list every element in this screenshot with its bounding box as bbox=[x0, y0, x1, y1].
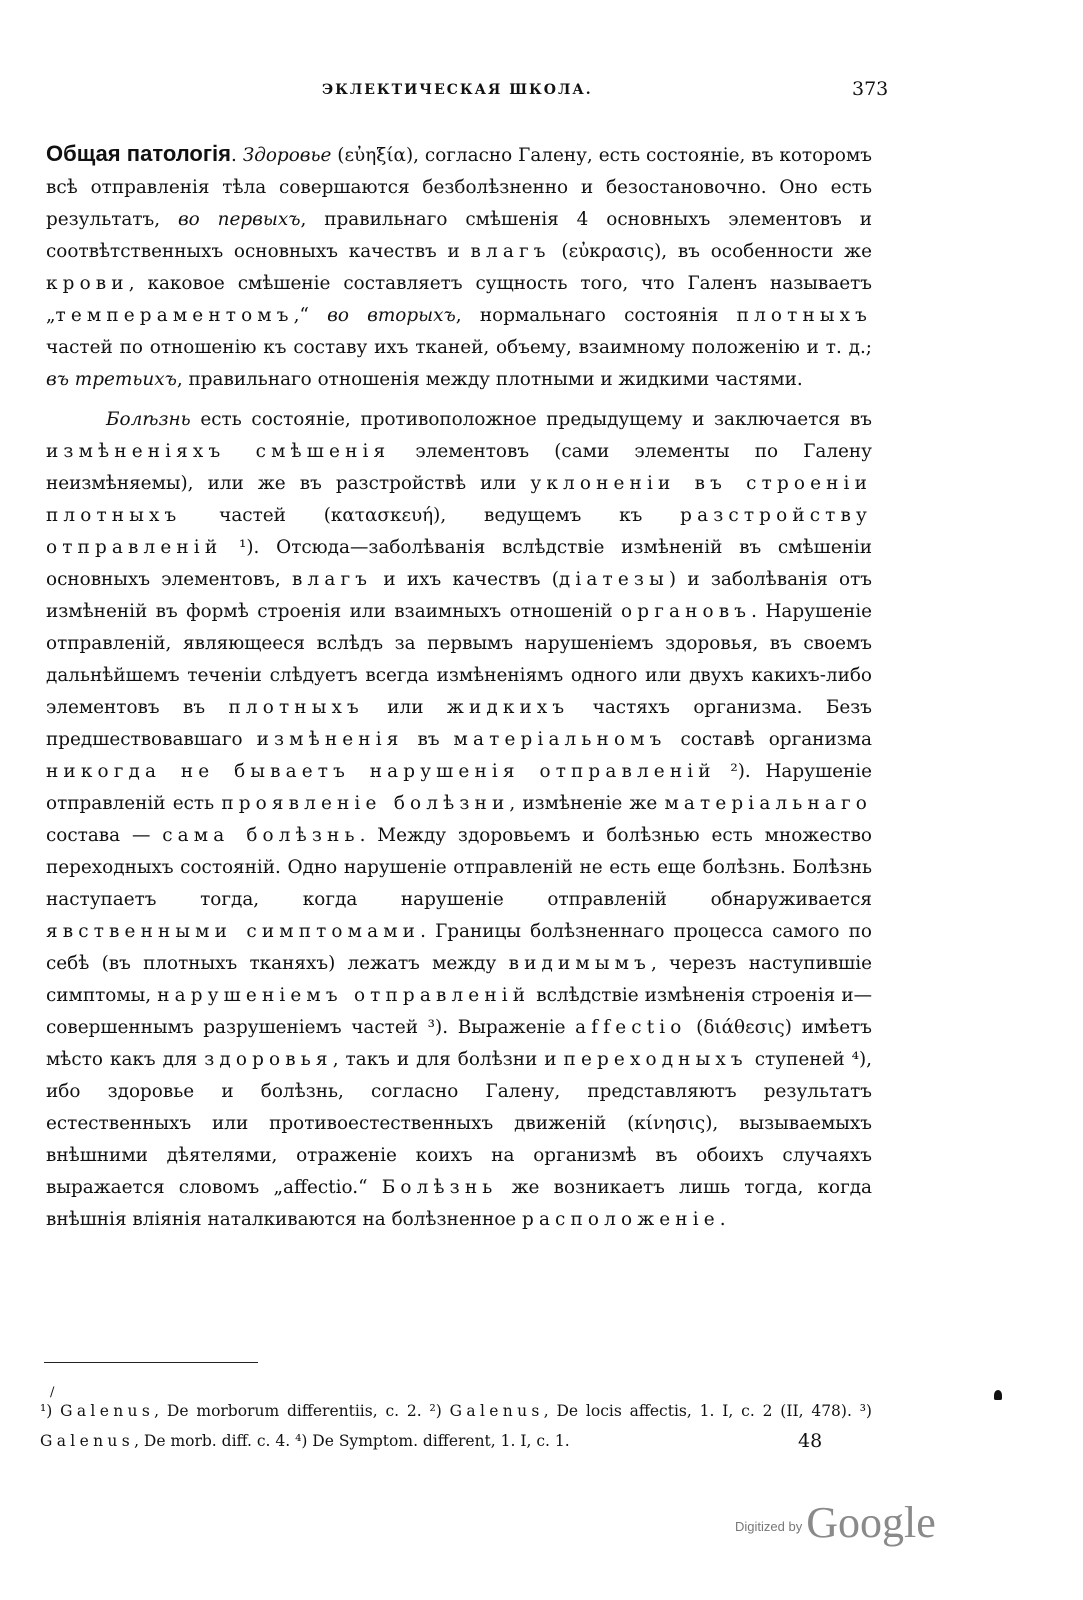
margin-tick: / bbox=[50, 1385, 55, 1400]
signature-mark: 48 bbox=[798, 1430, 823, 1452]
footnote-separator bbox=[44, 1362, 258, 1363]
paragraph-general-pathology: Общая патологія. Здоровье (εὐηξία), согласно Галену, есть состояніе, въ которомъ всѣ отправленія тѣла совершаются безболѣзненно и безостановочно. Оно есть результатъ, во первыхъ, правильнаго смѣшенія 4 основныхъ элементовъ и соотвѣтственныхъ основныхъ качествъ и влагъ (εὐκρασις), въ особенности же крови, каковое смѣшеніе составляетъ сущность того, что Галенъ называетъ „темпераментомъ,“ во вторыхъ, нормальнаго состоянія плотныхъ частей по отношенію къ составу ихъ тканей, объему, взаимному положенію и т. д.; въ третьихъ, правильнаго отношенія между плотными и жидкими частями. bbox=[46, 141, 873, 390]
main-text bbox=[46, 138, 872, 1236]
digitized-by-google-watermark bbox=[735, 1488, 936, 1548]
footnote-text: ¹) Galenus, De morborum differentiis, c. 2. ²) Galenus, De locis affectis, 1. I, c. 2 (II, 478). ³) Galenus, De morb. diff. c. 4. ⁴) De Symptom. different, 1. I, c. 1. bbox=[40, 1402, 872, 1450]
paragraph-disease: Болѣзнь есть состояніе, противоположное предыдущему и заключается въ измѣненіяхъ смѣшенія элементовъ (сами элементы по Галену неизмѣняемы), или же въ разстройствѣ или уклоненіи въ строеніи плотныхъ частей (κατασκευή), ведущемъ къ разстройству отправленій ¹). Отсюда—заболѣванія вслѣдствіе измѣненій въ смѣшеніи основныхъ элементовъ, влагъ и ихъ качествъ (діатезы) и заболѣванія отъ измѣненій въ формѣ строенія или взаимныхъ отношеній органовъ. Нарушеніе отправленій, являющееся вслѣдъ за первымъ нарушеніемъ здоровья, въ своемъ дальнѣйшемъ теченіи слѣдуетъ всегда измѣненіямъ одного или двухъ какихъ-либо элементовъ въ плотныхъ или жидкихъ частяхъ организма. Безъ предшествовавшаго измѣненія въ матеріальномъ составѣ организма никогда не бываетъ нарушенія отправленій ²). Нарушеніе отправленій есть проявленіе болѣзни, измѣненіе же матеріальнаго состава — сама болѣзнь. Между здоровьемъ и болѣзнью есть множество переходныхъ состояній. Одно нарушеніе отправленій не есть еще болѣзнь. Болѣзнь наступаетъ тогда, когда нарушеніе отправленій обнаруживается явственными симптомами. Границы болѣзненнаго процесса самого по себѣ (въ плотныхъ тканяхъ) лежатъ между видимымъ, черезъ наступившіе симптомы, нарушеніемъ отправленій вслѣдствіе измѣненія строенія и—совершеннымъ разрушеніемъ частей ³). Выраженіе affectio (διάθεσις) имѣетъ мѣсто какъ для здоровья, такъ и для болѣзни и переходныхъ ступеней ⁴), ибо здоровье и болѣзнь, согласно Галену, представляютъ результатъ естественныхъ или противоестественныхъ движеній (κίνησις), вызываемыхъ внѣшними дѣятелями, отраженіе коихъ на организмѣ въ обоихъ случаяхъ выражается словомъ „affectio.“ Болѣзнь же возникаетъ лишь тогда, когда внѣшнія вліянія наталкиваются на болѣзненное расположеніе. bbox=[46, 409, 872, 1230]
section-heading: Общая патологія bbox=[46, 141, 231, 166]
running-title: ЭКЛЕКТИЧЕСКАЯ ШКОЛА. bbox=[322, 82, 593, 98]
footnotes bbox=[40, 1396, 872, 1456]
page-number: 373 bbox=[852, 78, 889, 100]
google-logo: Google bbox=[806, 1498, 936, 1547]
digitized-label: Digitized by bbox=[735, 1519, 803, 1534]
ink-mark bbox=[994, 1390, 1002, 1400]
